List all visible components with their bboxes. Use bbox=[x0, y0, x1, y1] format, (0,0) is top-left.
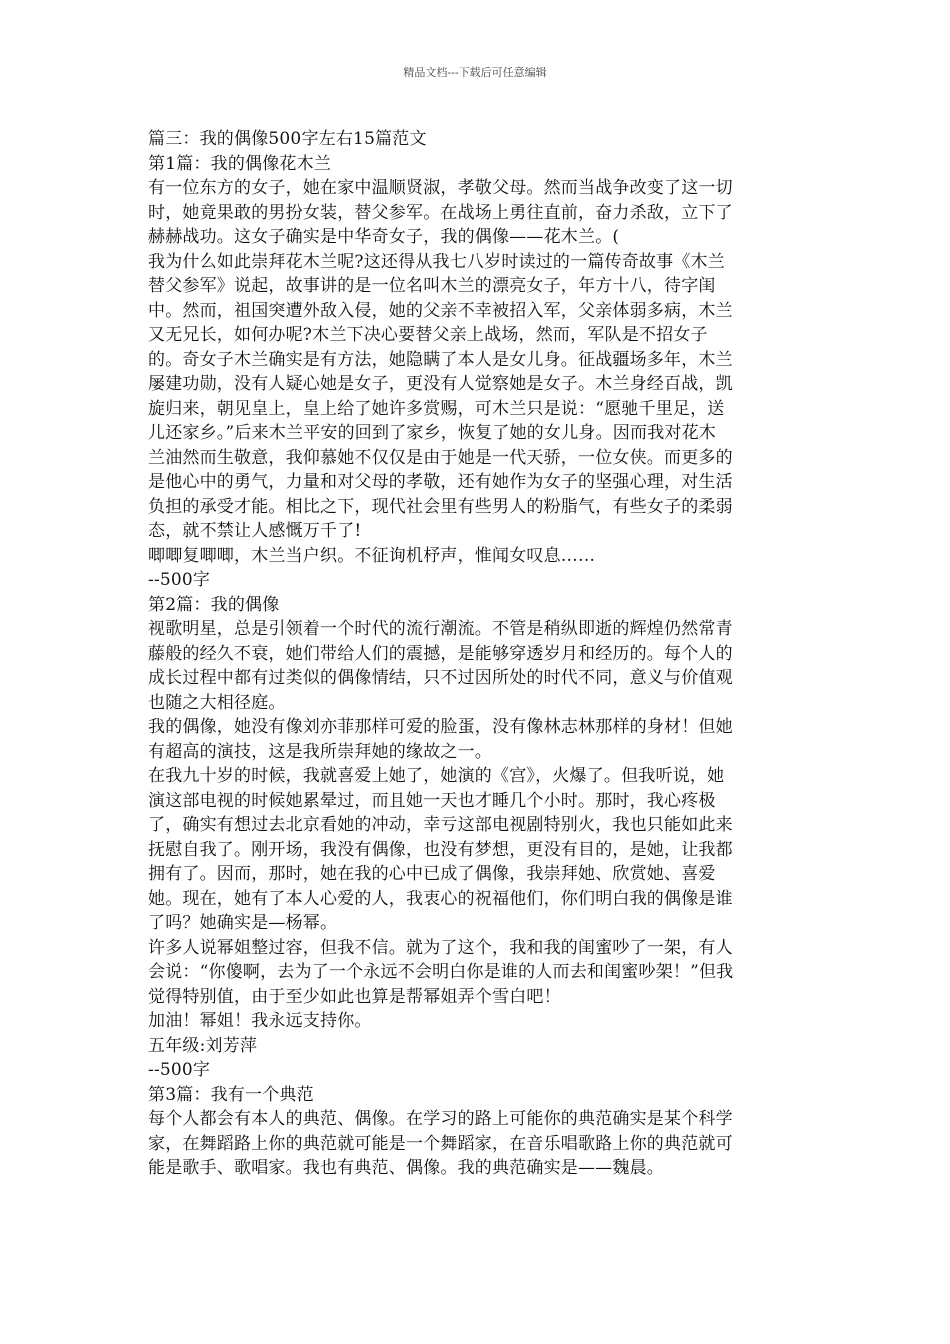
text-line: 抚慰自我了。刚开场，我没有偶像，也没有梦想，更没有目的，是她，让我都 bbox=[148, 839, 733, 860]
text-line: 赫赫战功。这女子确实是中华奇女子，我的偶像——花木兰。( bbox=[148, 227, 620, 247]
text-line: 替父参军》说起，故事讲的是一位名叫木兰的漂亮女子，年方十八，待字闺 bbox=[148, 276, 716, 296]
text-line: 家，在舞蹈路上你的典范就可能是一个舞蹈家，在音乐唱歌路上你的典范就可 bbox=[148, 1133, 733, 1154]
text-line: 视歌明星，总是引领着一个时代的流行潮流。不管是稍纵即逝的辉煌仍然常青 bbox=[148, 619, 733, 639]
document-body bbox=[148, 127, 808, 1181]
text-line: 有超高的演技，这是我所崇拜她的缘故之一。 bbox=[148, 741, 492, 762]
text-line: 第2篇：我的偶像 bbox=[148, 594, 280, 615]
text-line: 加油！幂姐！我永远支持你。 bbox=[148, 1011, 372, 1031]
text-line: 第1篇：我的偶像花木兰 bbox=[148, 153, 332, 174]
text-line: 也随之大相径庭。 bbox=[148, 692, 286, 713]
text-line: 负担的承受才能。相比之下，现代社会里有些男人的粉脂气，有些女子的柔弱 bbox=[148, 496, 733, 517]
text-line: 的。奇女子木兰确实是有方法，她隐瞒了本人是女儿身。征战疆场多年，木兰 bbox=[148, 349, 733, 370]
text-line: 中。然而，祖国突遭外敌入侵，她的父亲不幸被招入军，父亲体弱多病，木兰 bbox=[148, 300, 733, 321]
text-line: 时，她竟果敢的男扮女装，替父参军。在战场上勇往直前，奋力杀敌，立下了 bbox=[148, 202, 733, 223]
text-line: 五年级:刘芳萍 bbox=[148, 1035, 258, 1056]
text-line: 许多人说幂姐整过容，但我不信。就为了这个，我和我的闺蜜吵了一架，有人 bbox=[148, 937, 733, 958]
text-line: 会说：“你傻啊，去为了一个永远不会明白你是谁的人而去和闺蜜吵架！”但我 bbox=[148, 962, 734, 982]
text-line: --500字 bbox=[148, 1060, 211, 1080]
text-line: 唧唧复唧唧，木兰当户织。不征询机杼声，惟闻女叹息…… bbox=[148, 545, 596, 566]
text-line: 了吗？她确实是—杨幂。 bbox=[148, 913, 338, 933]
text-line: 在我九十岁的时候，我就喜爱上她了，她演的《宫》，火爆了。但我听说，她 bbox=[148, 766, 725, 786]
text-line: 演这部电视的时候她累晕过，而且她一天也才睡几个小时。那时，我心疼极 bbox=[148, 790, 716, 811]
text-line: 我的偶像，她没有像刘亦菲那样可爱的脸蛋，没有像林志林那样的身材！但她 bbox=[148, 717, 733, 737]
text-line: 我为什么如此崇拜花木兰呢?这还得从我七八岁时读过的一篇传奇故事《木兰 bbox=[148, 251, 725, 272]
text-line: 篇三：我的偶像500字左右15篇范文 bbox=[148, 129, 427, 149]
text-line: 拥有了。因而，那时，她在我的心中已成了偶像，我崇拜她、欣赏她、喜爱 bbox=[148, 864, 716, 884]
page-header: 精品文档---下载后可任意编辑 bbox=[403, 66, 547, 79]
text-line: 成长过程中都有过类似的偶像情结，只不过因所处的时代不同，意义与价值观 bbox=[148, 668, 733, 688]
text-line: --500字 bbox=[148, 570, 211, 590]
text-line: 她。现在，她有了本人心爱的人，我衷心的祝福他们，你们明白我的偶像是谁 bbox=[148, 888, 733, 909]
text-line: 是他心中的勇气，力量和对父母的孝敬，还有她作为女子的坚强心理，对生活 bbox=[148, 472, 733, 492]
text-line: 能是歌手、歌唱家。我也有典范、偶像。我的典范确实是——魏晨。 bbox=[148, 1158, 664, 1178]
text-line: 屡建功勋，没有人疑心她是女子，更没有人觉察她是女子。木兰身经百战，凯 bbox=[148, 374, 733, 394]
text-line: 兰油然而生敬意，我仰慕她不仅仅是由于她是一代天骄，一位女侠。而更多的 bbox=[148, 447, 733, 468]
text-line: 态，就不禁让人感慨万千了! bbox=[148, 521, 362, 541]
text-line: 了，确实有想过去北京看她的冲动，幸亏这部电视剧特别火，我也只能如此来 bbox=[148, 815, 733, 835]
text-line: 觉得特别值，由于至少如此也算是帮幂姐弄个雪白吧！ bbox=[148, 986, 561, 1007]
text-line: 又无兄长，如何办呢?木兰下决心要替父亲上战场，然而，军队是不招女子 bbox=[148, 325, 708, 345]
text-line: 藤般的经久不衰，她们带给人们的震撼，是能够穿透岁月和经历的。每个人的 bbox=[148, 643, 733, 664]
text-line: 每个人都会有本人的典范、偶像。在学习的路上可能你的典范确实是某个科学 bbox=[148, 1109, 733, 1129]
text-line: 儿还家乡。”后来木兰平安的回到了家乡，恢复了她的女儿身。因而我对花木 bbox=[148, 423, 716, 443]
text-line: 第3篇：我有一个典范 bbox=[148, 1084, 314, 1105]
text-line: 旋归来，朝见皇上，皇上给了她许多赏赐，可木兰只是说：“愿驰千里足，送 bbox=[148, 398, 725, 419]
text-line: 有一位东方的女子，她在家中温顺贤淑，孝敬父母。然而当战争改变了这一切 bbox=[148, 178, 733, 198]
